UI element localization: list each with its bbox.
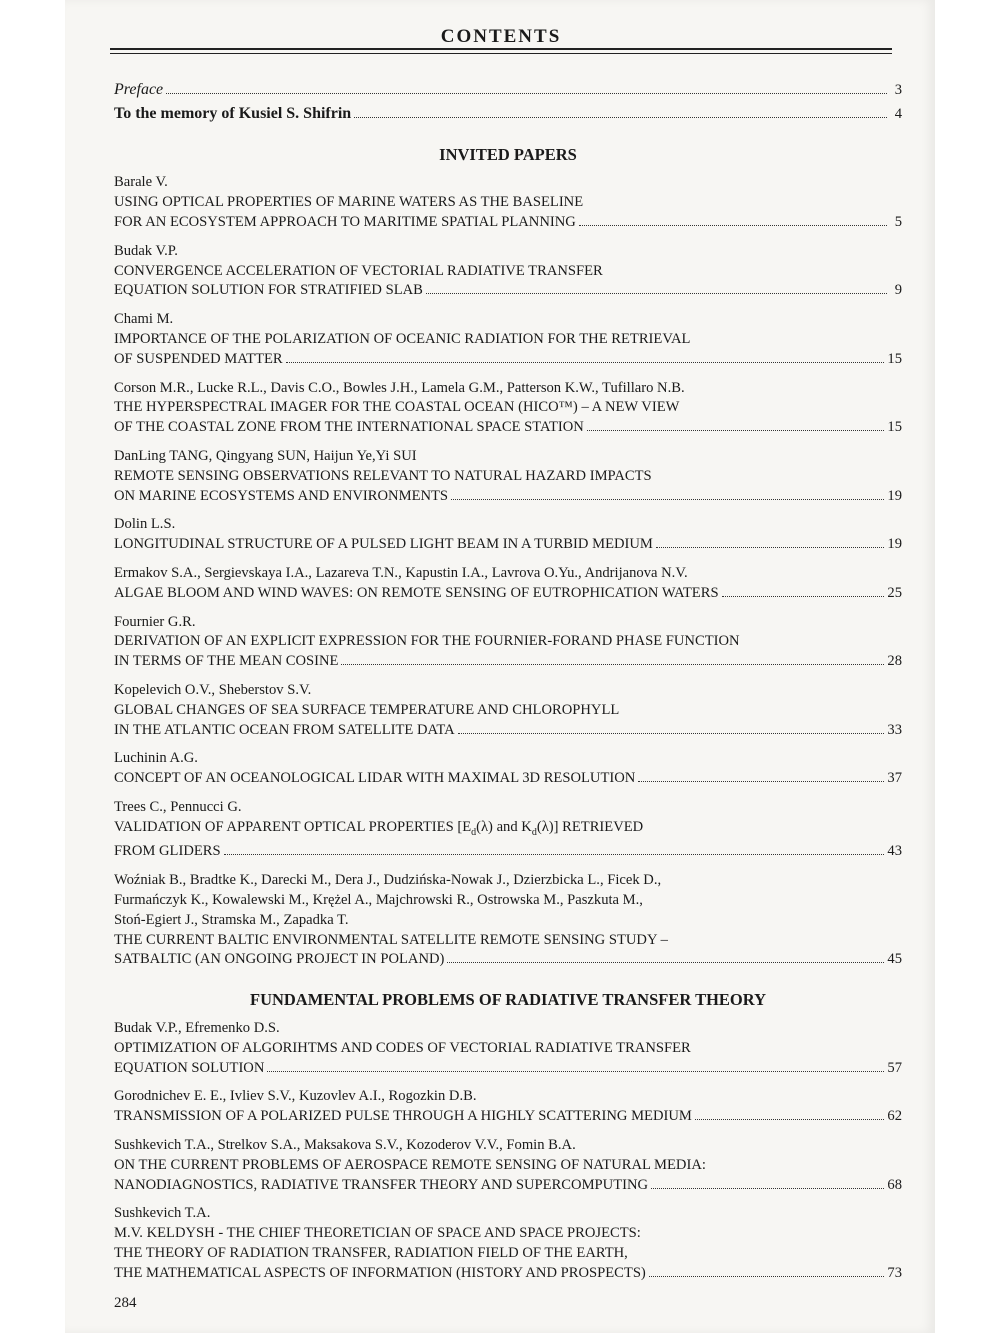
entry-title-line: VALIDATION OF APPARENT OPTICAL PROPERTIES [$E_d(\lambda)$ and $K_d(\lambda)$] RETRIEVED [114, 818, 644, 838]
entry-authors: Stoń-Egiert J., Stramska M., Zapadka T. [114, 911, 349, 928]
entry-title-line: EQUATION SOLUTION FOR STRATIFIED SLAB [114, 282, 423, 299]
toc-entry [114, 1019, 902, 1078]
entry-title-last-line [114, 1107, 902, 1127]
entry-page-number: 57 [887, 1059, 902, 1076]
entry-title-last-line [114, 769, 902, 789]
entry-page-number: 73 [887, 1264, 902, 1281]
entry-page-number: 15 [887, 419, 902, 436]
page-number: 284 [114, 1295, 137, 1311]
entry-page-number: 68 [887, 1176, 902, 1193]
entry-authors: Budak V.P., Efremenko D.S. [114, 1019, 280, 1036]
entry-title-line: TRANSMISSION OF A POLARIZED PULSE THROUGH A HIGHLY SCATTERING MEDIUM [114, 1108, 692, 1125]
entry-authors: Corson M.R., Lucke R.L., Davis C.O., Bowles J.H., Lamela G.M., Patterson K.W., Tufillaro N.B. [114, 379, 685, 396]
entry-authors: Luchinin A.G. [114, 750, 198, 767]
entry-title-line: IN THE ATLANTIC OCEAN FROM SATELLITE DATA [114, 721, 455, 738]
toc-entry [114, 447, 902, 506]
entry-authors: Sushkevich T.A. [114, 1205, 211, 1222]
entry-title-line: SATBALTIC (AN ONGOING PROJECT IN POLAND) [114, 951, 445, 968]
entry-title: To the memory of Kusiel S. Shifrin [114, 104, 352, 122]
entry-title-last-line [114, 418, 902, 438]
entry-title-last-line [114, 1176, 902, 1196]
entry-page-number: 43 [887, 843, 902, 860]
entry-page-number: 19 [887, 536, 902, 553]
table-of-contents [114, 80, 902, 1293]
entry-title-line: USING OPTICAL PROPERTIES OF MARINE WATERS AS THE BASELINE [114, 194, 584, 211]
entry-page-number: 45 [887, 951, 902, 968]
entry-title-line: ON THE CURRENT PROBLEMS OF AEROSPACE REMOTE SENSING OF NATURAL MEDIA: [114, 1156, 706, 1173]
dot-leader [651, 1188, 884, 1189]
entry-title-last-line [114, 350, 902, 370]
entry-title-line: GLOBAL CHANGES OF SEA SURFACE TEMPERATURE AND CHLOROPHYLL [114, 701, 620, 718]
title-rule-thick [110, 48, 892, 50]
entry-title-line: DERIVATION OF AN EXPLICIT EXPRESSION FOR THE FOURNIER-FORAND PHASE FUNCTION [114, 633, 740, 650]
entry-title-line: LONGITUDINAL STRUCTURE OF A PULSED LIGHT BEAM IN A TURBID MEDIUM [114, 536, 653, 553]
toc-entry [114, 564, 902, 604]
entry-page-number: 37 [887, 770, 902, 787]
dot-leader [447, 962, 884, 963]
entry-page-number: 25 [887, 584, 902, 601]
entry-authors: Budak V.P. [114, 242, 178, 259]
entry-title-line: CONVERGENCE ACCELERATION OF VECTORIAL RADIATIVE TRANSFER [114, 262, 603, 279]
entry-title-line: THE CURRENT BALTIC ENVIRONMENTAL SATELLITE REMOTE SENSING STUDY – [114, 931, 668, 948]
toc-entry [114, 310, 902, 369]
entry-title-line: NANODIAGNOSTICS, RADIATIVE TRANSFER THEORY AND SUPERCOMPUTING [114, 1176, 649, 1193]
dot-leader [656, 547, 885, 548]
entry-page-number: 19 [887, 487, 902, 504]
entry-authors: Gorodnichev E. E., Ivliev S.V., Kuzovlev A.I., Rogozkin D.B. [114, 1088, 477, 1105]
entry-authors: Trees C., Pennucci G. [114, 798, 242, 815]
entry-title-last-line [114, 213, 902, 233]
entry-title-line: EQUATION SOLUTION [114, 1059, 265, 1076]
dot-leader [638, 781, 884, 782]
toc-entry [114, 871, 902, 970]
dot-leader [354, 117, 887, 118]
entry-authors: Fournier G.R. [114, 613, 196, 630]
front-matter-entry [114, 104, 902, 125]
dot-leader [426, 293, 887, 294]
dot-leader [341, 664, 884, 665]
entry-authors: Chami M. [114, 311, 174, 328]
entry-page-number: 5 [894, 213, 902, 230]
entry-title-last-line [114, 721, 902, 741]
dot-leader [458, 733, 885, 734]
entry-title-last-line [114, 652, 902, 672]
toc-entry [114, 242, 902, 301]
toc-entry [114, 749, 902, 789]
toc-entry [114, 1204, 902, 1283]
entry-title-line: OF SUSPENDED MATTER [114, 350, 283, 367]
entry-title-line: OF THE COASTAL ZONE FROM THE INTERNATIONAL SPACE STATION [114, 419, 584, 436]
entry-page-number: 4 [894, 105, 902, 122]
toc-entry [114, 798, 902, 862]
entry-title-last-line [114, 487, 902, 507]
entry-title-last-line [114, 1059, 902, 1079]
entry-authors: Sushkevich T.A., Strelkov S.A., Maksakova S.V., Kozoderov V.V., Fomin B.A. [114, 1136, 576, 1153]
toc-entry [114, 379, 902, 438]
entry-title-line: ON MARINE ECOSYSTEMS AND ENVIRONMENTS [114, 487, 449, 504]
entry-title-last-line [114, 281, 902, 301]
toc-entry [114, 515, 902, 555]
title-rule-thin [110, 53, 892, 54]
entry-title-line: M.V. KELDYSH - THE CHIEF THEORETICIAN OF SPACE AND SPACE PROJECTS: [114, 1225, 641, 1242]
dot-leader [722, 596, 885, 597]
entry-title-last-line [114, 1264, 902, 1284]
toc-entry [114, 173, 902, 232]
entry-page-number: 3 [894, 82, 902, 98]
dot-leader [286, 362, 885, 363]
entry-title-line: REMOTE SENSING OBSERVATIONS RELEVANT TO NATURAL HAZARD IMPACTS [114, 467, 652, 484]
entry-authors: Kopelevich O.V., Sheberstov S.V. [114, 681, 312, 698]
entry-page-number: 15 [887, 350, 902, 367]
entry-title-line: IN TERMS OF THE MEAN COSINE [114, 653, 339, 670]
entry-page-number: 33 [887, 721, 902, 738]
dot-leader [579, 225, 887, 226]
entry-authors: Ermakov S.A., Sergievskaya I.A., Lazareva T.N., Kapustin I.A., Lavrova O.Yu., Andrijanova N.V. [114, 564, 688, 581]
section-heading: FUNDAMENTAL PROBLEMS OF RADIATIVE TRANSFER THEORY [249, 990, 767, 1010]
dot-leader [695, 1119, 885, 1120]
entry-title-last-line [114, 950, 902, 970]
toc-entry [114, 1136, 902, 1195]
entry-title-line: THE MATHEMATICAL ASPECTS OF INFORMATION (HISTORY AND PROSPECTS) [114, 1264, 646, 1281]
dot-leader [587, 430, 885, 431]
front-matter [114, 80, 902, 125]
entry-authors: Woźniak B., Bradtke K., Darecki M., Dera J., Dudzińska-Nowak J., Dzierzbicka L., Ficek D., [114, 872, 662, 889]
entry-title-line: THE THEORY OF RADIATION TRANSFER, RADIATION FIELD OF THE EARTH, [114, 1244, 628, 1261]
entry-title-line: FOR AN ECOSYSTEM APPROACH TO MARITIME SPATIAL PLANNING [114, 213, 576, 230]
dot-leader [224, 854, 885, 855]
entry-page-number: 9 [894, 282, 902, 299]
entry-authors: DanLing TANG, Qingyang SUN, Haijun Ye,Yi SUI [114, 447, 417, 464]
entry-page-number: 62 [887, 1108, 902, 1125]
toc-sections [114, 145, 902, 1284]
entry-title-line: OPTIMIZATION OF ALGORIHTMS AND CODES OF VECTORIAL RADIATIVE TRANSFER [114, 1039, 691, 1056]
entry-authors: Furmańczyk K., Kowalewski M., Krężel A., Majchrowski R., Ostrowska M., Paszkuta M., [114, 892, 643, 908]
toc-entry [114, 613, 902, 672]
page-title: CONTENTS [440, 26, 562, 47]
toc-entry [114, 1087, 902, 1127]
entry-title-last-line [114, 584, 902, 604]
dot-leader [649, 1276, 885, 1277]
dot-leader [166, 93, 887, 94]
entry-title-line: CONCEPT OF AN OCEANOLOGICAL LIDAR WITH MAXIMAL 3D RESOLUTION [114, 770, 636, 787]
dot-leader [451, 499, 884, 500]
entry-authors: Barale V. [114, 174, 168, 191]
entry-title-line: THE HYPERSPECTRAL IMAGER FOR THE COASTAL OCEAN (HICO™) – A NEW VIEW [114, 399, 680, 416]
toc-entry [114, 681, 902, 740]
entry-title-last-line [114, 842, 902, 862]
entry-authors: Dolin L.S. [114, 516, 176, 533]
section-heading: INVITED PAPERS [439, 144, 577, 164]
entry-title-line: IMPORTANCE OF THE POLARIZATION OF OCEANIC RADIATION FOR THE RETRIEVAL [114, 330, 691, 347]
entry-title-line: ALGAE BLOOM AND WIND WAVES: ON REMOTE SENSING OF EUTROPHICATION WATERS [114, 584, 719, 601]
entry-title-line: FROM GLIDERS [114, 843, 221, 860]
dot-leader [267, 1071, 884, 1072]
entry-title-last-line [114, 535, 902, 555]
front-matter-entry [114, 80, 902, 101]
entry-title: Preface [114, 81, 164, 98]
entry-page-number: 28 [887, 653, 902, 670]
